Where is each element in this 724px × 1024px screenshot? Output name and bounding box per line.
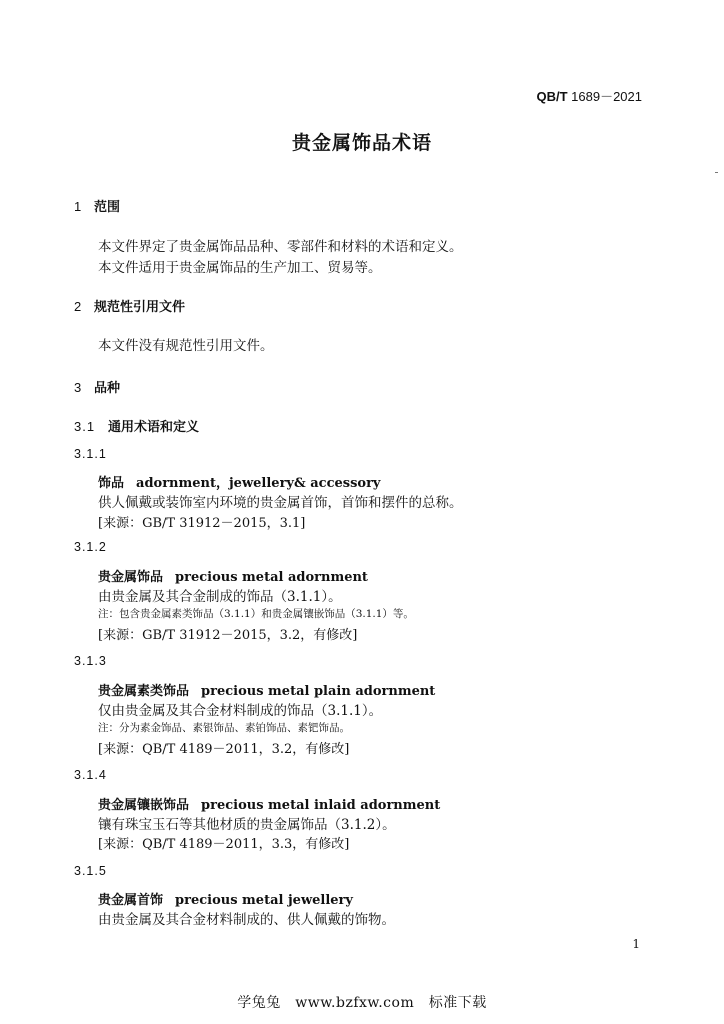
section-title: 规范性引用文件: [94, 299, 186, 314]
term-en: adornment，jewellery& accessory: [136, 476, 381, 491]
term-note: 注：包含贵金属素类饰品（3.1.1）和贵金属镶嵌饰品（3.1.1）等。: [98, 608, 414, 620]
term-number: 3.1.2: [74, 540, 107, 554]
edge-mark: [715, 172, 718, 173]
term-definition: 镶有珠宝玉石等其他材质的贵金属饰品（3.1.2）。: [98, 817, 396, 833]
subsection-general-terms-heading: [74, 416, 199, 435]
term-source: [来源：GB/T 31912－2015，3.2，有修改]: [98, 628, 358, 643]
section-varieties-heading: [74, 377, 120, 396]
references-paragraph: 本文件没有规范性引用文件。: [98, 338, 274, 354]
term-number: 3.1.5: [74, 864, 107, 878]
scope-paragraph-1: 本文件界定了贵金属饰品品种、零部件和材料的术语和定义。: [98, 239, 463, 255]
watermark-footer-link[interactable]: 学兔兔 www.bzfxw.com 标准下载: [237, 995, 487, 1011]
standard-number: 1689－2021: [571, 89, 642, 104]
term-heading: [98, 566, 368, 585]
page-number: 1: [632, 937, 640, 951]
term-zh: 饰品: [98, 475, 125, 490]
term-number: 3.1.3: [74, 654, 107, 668]
term-en: precious metal jewellery: [175, 893, 353, 908]
term-source: [来源：QB/T 4189－2011，3.2，有修改]: [98, 742, 350, 757]
subsection-number: 3.1: [74, 419, 96, 434]
term-en: precious metal adornment: [175, 570, 368, 585]
section-number: 1: [74, 199, 82, 214]
section-references-heading: [74, 296, 185, 315]
document-title: 贵金属饰品术语: [291, 133, 432, 154]
term-heading: [98, 680, 435, 699]
term-definition: 由贵金属及其合金制成的饰品（3.1.1）。: [98, 589, 342, 605]
term-zh: 贵金属素类饰品: [98, 683, 190, 698]
term-source: [来源：GB/T 31912－2015，3.1]: [98, 516, 306, 531]
term-zh: 贵金属镶嵌饰品: [98, 797, 190, 812]
term-zh: 贵金属饰品: [98, 569, 164, 584]
term-zh: 贵金属首饰: [98, 892, 164, 907]
term-definition: 由贵金属及其合金材料制成的、供人佩戴的饰物。: [98, 912, 395, 928]
section-title: 范围: [94, 199, 121, 214]
standard-code: [536, 86, 642, 105]
term-en: precious metal plain adornment: [201, 684, 436, 699]
term-heading: [98, 794, 440, 813]
term-number: 3.1.4: [74, 768, 107, 782]
term-heading: [98, 889, 353, 908]
scope-paragraph-2: 本文件适用于贵金属饰品的生产加工、贸易等。: [98, 260, 382, 276]
section-scope-heading: [74, 196, 120, 215]
section-title: 品种: [94, 380, 121, 395]
term-source: [来源：QB/T 4189－2011，3.3，有修改]: [98, 837, 350, 852]
term-en: precious metal inlaid adornment: [201, 798, 441, 813]
term-definition: 仅由贵金属及其合金材料制成的饰品（3.1.1）。: [98, 703, 383, 719]
section-number: 2: [74, 299, 82, 314]
term-number: 3.1.1: [74, 447, 107, 461]
standard-prefix: QB/T: [536, 89, 568, 104]
term-note: 注：分为素金饰品、素银饰品、素铂饰品、素钯饰品。: [98, 722, 350, 734]
term-definition: 供人佩戴或装饰室内环境的贵金属首饰，首饰和摆件的总称。: [98, 495, 463, 511]
section-number: 3: [74, 380, 82, 395]
term-heading: [98, 472, 380, 491]
subsection-title: 通用术语和定义: [108, 419, 200, 434]
